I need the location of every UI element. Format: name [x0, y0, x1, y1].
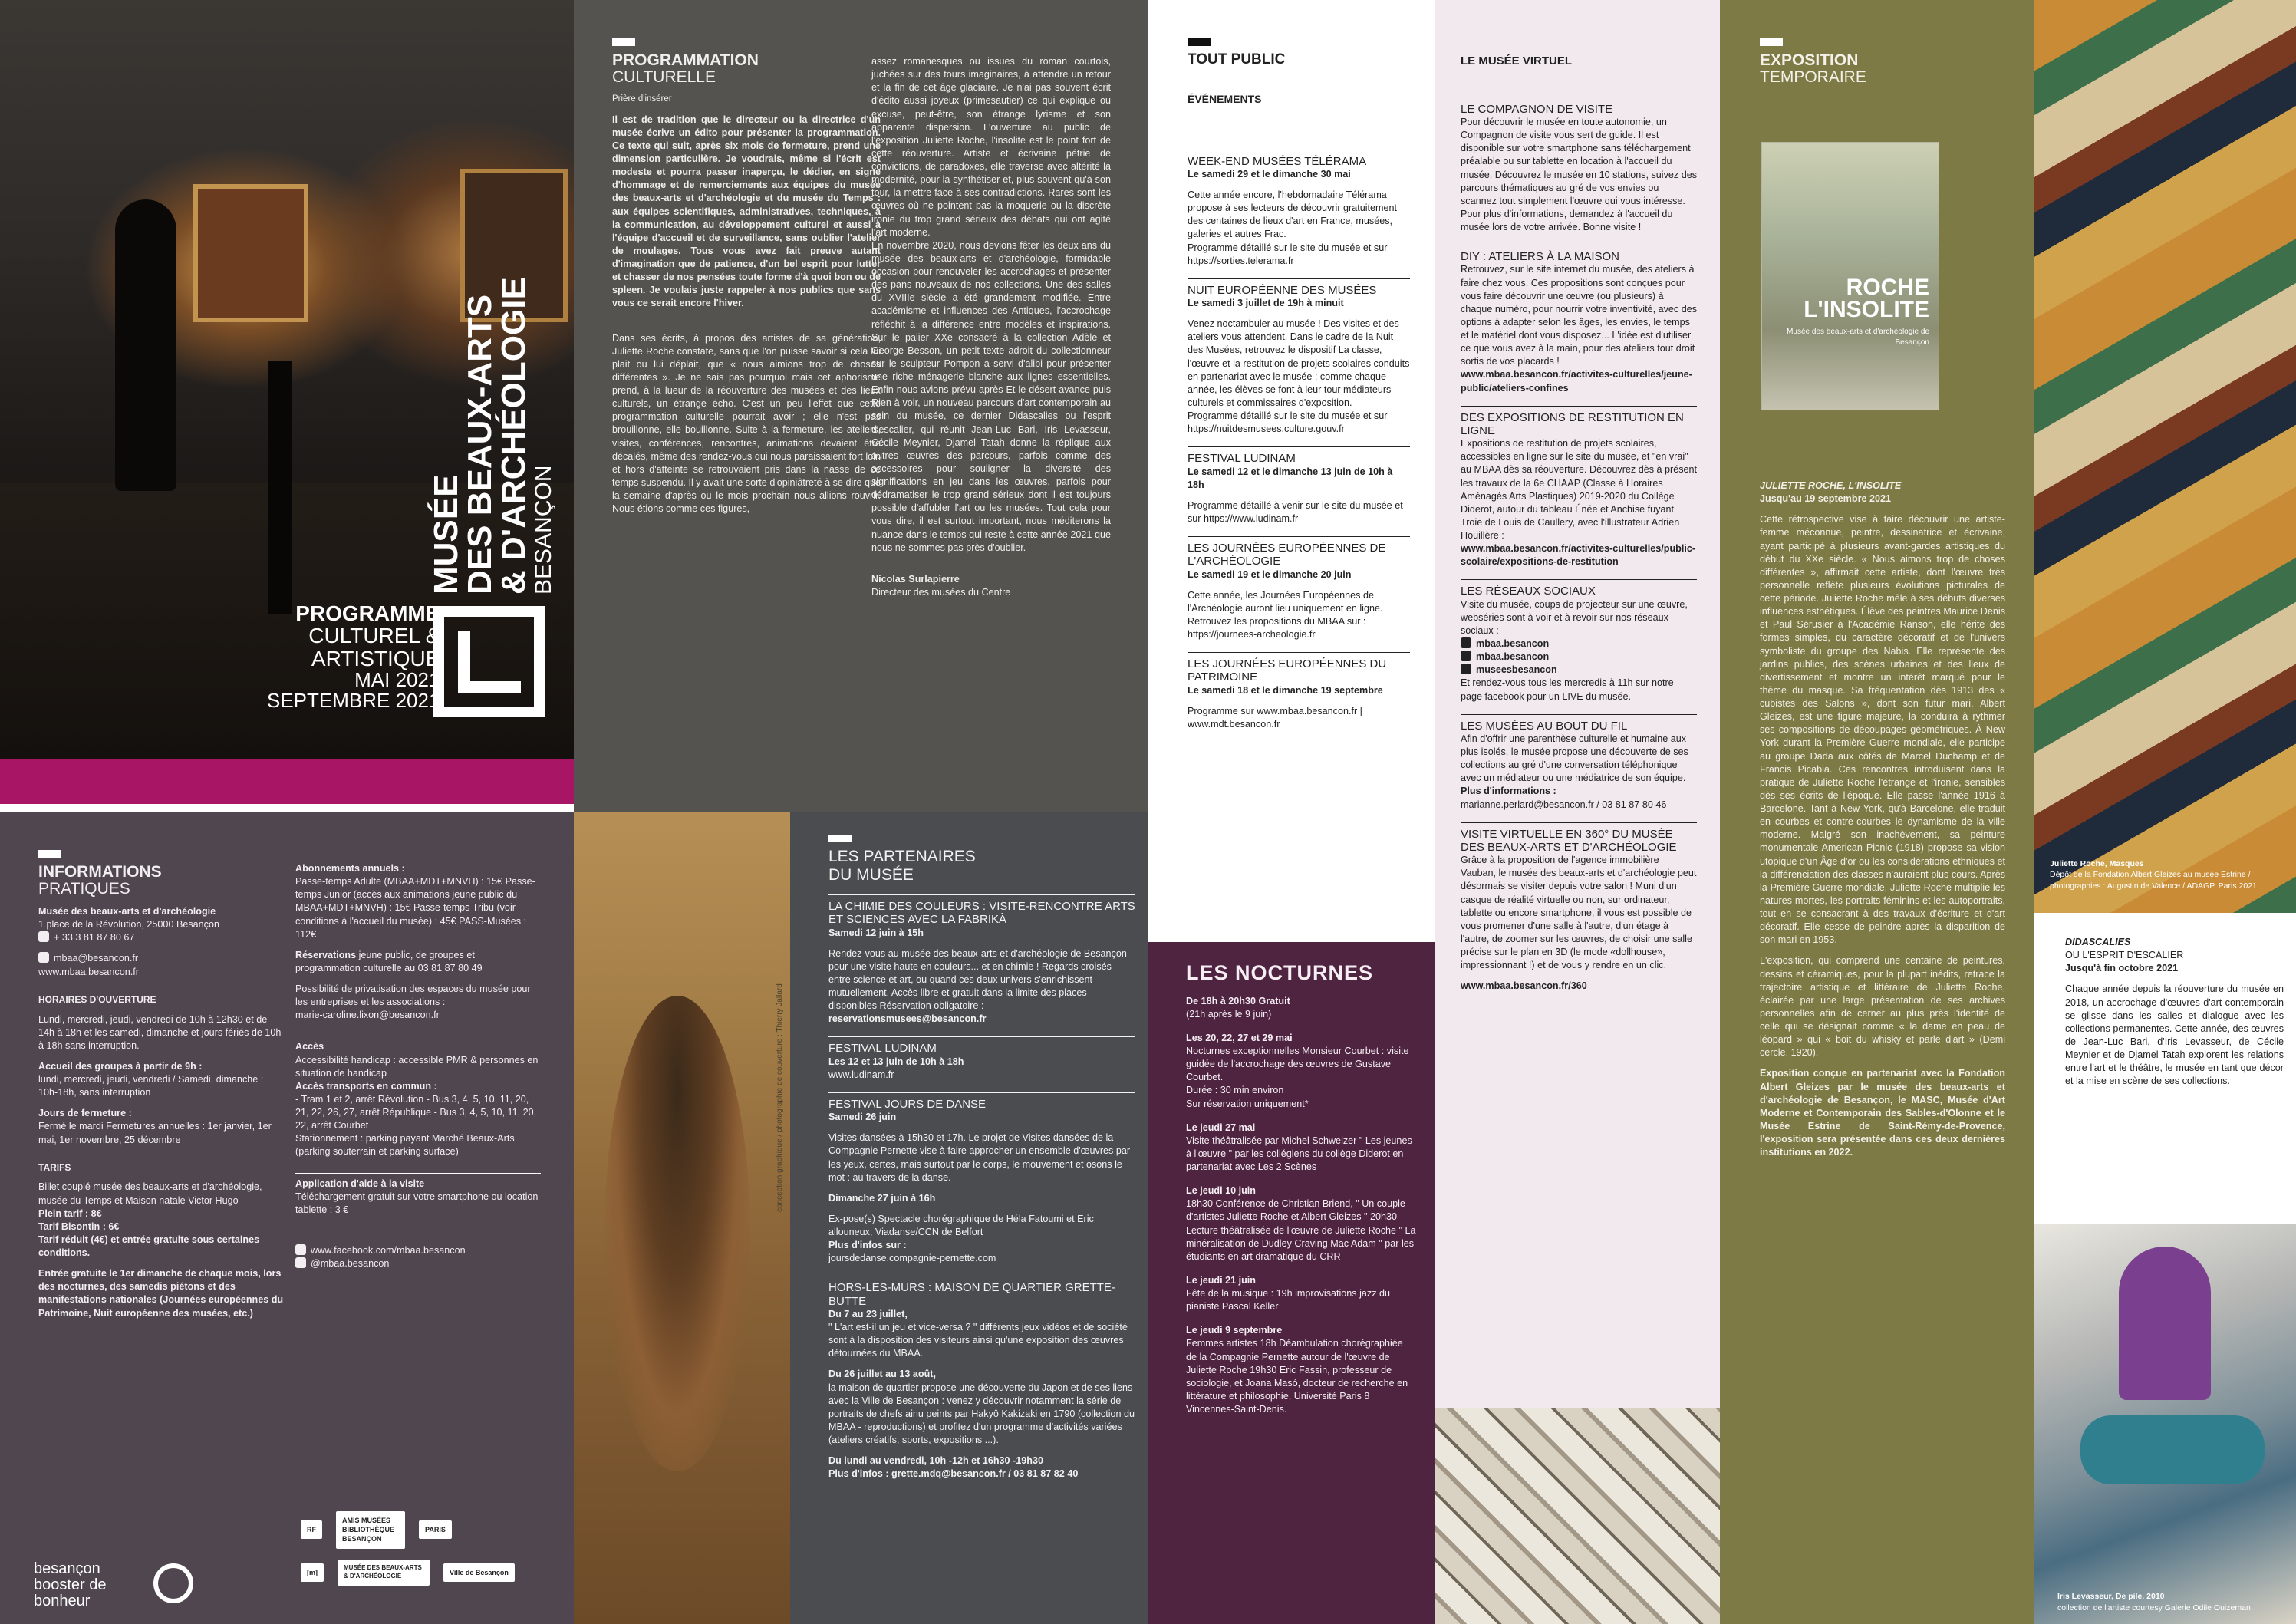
subscriptions-text: Passe-temps Adulte (MBAA+MDT+MNVH) : 15€ Passe-temps Junior (accès aux animations jeune public du MBAA+MDT+MNVH) : 15€ Passe-temps Tribu (voir conditions à l'accueil du musée) : 45€ PASS-Musées : 112€ — [295, 876, 535, 940]
sub-link: www.mbaa.besancon.fr/activites-culturelles/public-scolaire/expositions-de-restitution — [1461, 543, 1696, 568]
nocturnes-panel — [1148, 942, 1435, 1624]
section-title: LE MUSÉE VIRTUEL — [1461, 54, 1573, 68]
nocturne-text: Fête de la musique : 19h improvisations jazz du pianiste Pascal Keller — [1186, 1288, 1391, 1313]
sub-text: Retrouvez, sur le site internet du musée, des ateliers à faire chez vous. Ces propositions sont conçues pour vous faire découvrir une œuvre (ou plusieurs) à chaque numéro, pour nourrir votre inventivité, avec des options à adapter selon les âges, les envies, le temps et le matériel dont vous disposez... L'idée est d'utiliser ce que vous avez à la main, pour des ateliers tout droit sortis de vos placards ! — [1461, 264, 1698, 367]
section-bar — [1188, 38, 1211, 46]
priere-label: Prière d'insérer — [612, 94, 672, 104]
instagram-icon — [295, 1257, 306, 1268]
event-date: Le samedi 19 et le dimanche 20 juin — [1188, 568, 1352, 580]
dida-date: Jusqu'à fin octobre 2021 — [2065, 963, 2179, 974]
nocturne-date: Le jeudi 27 mai — [1186, 1122, 1256, 1133]
price-local: Tarif Bisontin : 6€ — [38, 1220, 120, 1232]
nocturne-date: Le jeudi 21 juin — [1186, 1274, 1256, 1286]
partner-info: Plus d'infos sur : — [828, 1240, 907, 1251]
ainu-chief-figure — [604, 996, 750, 1471]
partner-text: " L'art est-il un jeu et vice-versa ? " différents jeux vidéos et de société sont à la disposition des visiteurs ainsi qu'une exposition des œuvres détournées du MBAA. — [828, 1322, 1128, 1359]
dida-subtitle: OU L'ESPRIT D'ESCALIER — [2065, 950, 2184, 961]
section-subtitle: PRATIQUES — [38, 880, 130, 898]
section-subtitle: TEMPORAIRE — [1760, 68, 1866, 87]
subscriptions-title: Abonnements annuels : — [295, 858, 541, 875]
partner-date: Dimanche 27 juin à 16h — [828, 1192, 936, 1204]
sub-title: DES EXPOSITIONS DE RESTITUTION EN LIGNE — [1461, 406, 1697, 438]
nocturne-duration: Durée : 30 min environ — [1186, 1085, 1284, 1096]
partner-info: Plus d'infos : grette.mdq@besancon.fr / 03 81 87 82 40 — [828, 1468, 1079, 1480]
partenaires-panel — [790, 812, 1148, 1624]
expo-text: Cette rétrospective vise à faire découvrir une artiste-femme méconnue, peintre, dessinatrice et écrivaine, ayant participé à plusieurs avant-gardes artistiques du début du XXe siècle. « Nous aimons trop de choses différentes », affirmait cette artiste, dont l'œuvre très personnelle reflète plusieurs évolutions picturales de cette période. Juliette Roche mêle à ses débuts diverses influences esthétiques. Élève des peintres Maurice Denis et Paul Sérusier à l'Académie Ranson, elle hérite des formes simples, du caractère décoratif et de l'univers symboliste du groupe des Nabis. Elle représente des jardins publics, des scènes urbaines et des lieux de divertissement et montre un intérêt marqué pour le thème du masque. Sa fréquentation dès 1913 des « cubistes des Salons », dont son futur mari, Albert Gleizes, est une figure majeure, la conduira à rythmer ses compositions de découpages géométriques. À New York durant la Première Guerre mondiale, elle participe au groupe Dada aux côtés de Marcel Duchamp et de Francis Picabia. Ces rencontres introduisent dans la pratique de Juliette Roche l'étrange et l'ironie, sensibles dès ses écrits de l'époque. Elle passe l'année 1916 à Barcelone. Tant à New York, qu'à Barcelone, elle traduit en courbes et contre-courbes le dynamisme de la ville moderne. Malgré son inachèvement, sa peinture monumentale American Picnic (1918) propose sa vision utopique d'un Âge d'or ou les considérations ethniques et la différenciation des classes n'auraient plus cours. Après la Première Guerre mondiale, Juliette Roche multiplie les natures mortes, les portraits féminins et les autoportraits, tout en se consacrant à des travaux d'écriture et d'art décoratif. Elle cesse de peindre après la disparition de son mari en 1953. — [1760, 514, 2005, 946]
facebook-handle: mbaa.besancon — [1476, 638, 1550, 649]
painted-figure — [2119, 1247, 2211, 1400]
partner-link: www.ludinam.fr — [828, 1069, 894, 1080]
event-text: Cette année encore, l'hebdomadaire Télérama propose à ses lecteurs de découvrir gratuitement des centaines de lieux d'art en France, musées, galeries et autres Frac. — [1188, 189, 1398, 240]
instagram-link: @mbaa.besancon — [311, 1258, 390, 1269]
transport-title: Accès transports en commun : — [295, 1080, 437, 1092]
edito-body: Dans ses écrits, à propos des artistes de sa génération, Juliette Roche constate, sans que l'on puisse savoir si cela lui plait ou lui déplait, que « nous aimions trop de choses différentes ». Je ne sais pas pourquoi mais cet aphorisme prend, à la lueur de la réouverture des musées et des lieux culturels, un étrange écho. C'est un peu l'effet que cette programmation culturelle pourrait avoir ; elle n'est pas brouillonne, elle bouillonne. Suite à la fermeture, les ateliers, visites, conférences, rencontres, animations devaient être décalés, même des rendez-vous qui nous paraissaient fort loin et hors d'atteinte se retrouvaient pris dans la nasse de ce temps suspendu. Il y avait une sorte d'opiniâtreté à se dire que la semaine d'après ou le mois prochain nous allions rouvrir. Nous étions comme ces figures, — [612, 332, 881, 515]
edito-body: En novembre 2020, nous devions fêter les deux ans du musée des beaux-arts et d'archéologie, formidable occasion pour renouveler les accrochages et présenter des pans nouveaux de nos collections. Une des salles du XVIIIe siècle a été grandement modifiée. Entre académisme et influences des Antiques, l'accrochage réfléchit à la différence entre modèles et inspirations. Sur le palier XXe consacré à la collection Adèle et George Besson, un petit texte adroit du collectionneur sur le sculpteur Pompon a servi d'alibi pour présenter une riche ménagerie blanche aux lignes essentielles. Enfin nous avions prévu après Et le désert avance puis Rien à voir, un nouveau parcours d'art contemporain au sein du musée, ce dernier Didascalies ou l'esprit d'escalier, qui réunit Jean-Luc Bari, Iris Levasseur, Cécile Meynier, Djamel Tatah donne la réplique aux autres œuvres des parcours, parfois comme des accessoires pour souligner la diversité des significations en jeu dans les œuvres, parfois pour dédramatiser le trop grand sérieux dont il est toujours possible d'affubler l'art ou les musées. Tout cela pour vous dire, il est surtout important, nous méditerons la nuance dans le temps qui reste à cette année 2021 que nous ne sommes pas près d'oublier. — [871, 239, 1111, 553]
price-reduced: Tarif réduit (4€) et entrée gratuite sous certaines conditions. — [38, 1234, 260, 1259]
painted-figure — [2080, 1415, 2265, 1484]
section-title: LES NOCTURNES — [1186, 961, 1374, 984]
gallery-painting — [193, 184, 308, 322]
signature-role: Directeur des musées du Centre — [871, 586, 1011, 598]
partner-date: Samedi 26 juin — [828, 1112, 897, 1123]
transport-lines: - Tram 1 et 2, arrêt Révolution - Bus 3, 4, 5, 10, 11, 20, 21, 22, 26, 27, arrêt République - Bus 3, 4, 5, 10, 11, 20, 22, arrêt Courbet — [295, 1093, 537, 1132]
partner-title: LA CHIMIE DES COULEURS : VISITE-RENCONTRE ARTS ET SCIENCES AVEC LA FABRIKÀ — [828, 894, 1135, 927]
phone: + 33 3 81 87 80 67 — [54, 932, 135, 944]
sub-title: VISITE VIRTUELLE EN 360° DU MUSÉE DES BEAUX-ARTS ET D'ARCHÉOLOGIE — [1461, 822, 1697, 855]
section-bar — [1760, 38, 1783, 46]
partner-logos — [301, 1511, 452, 1549]
event-text: Cette année, les Journées Européennes de l'Archéologie auront lieu uniquement en ligne. Retrouvez les propositions du MBAA sur : https://journees-archeologie.fr — [1188, 589, 1383, 640]
partner-logos — [301, 1560, 515, 1586]
sub-link: www.mbaa.besancon.fr/360 — [1461, 980, 1587, 992]
partner-text: Rendez-vous au musée des beaux-arts et d'archéologie de Besançon pour une visite haute en couleurs... et en chimie ! Regards croisés entre science et art, ou quand ces deux univers s'enrichissent mutuellement. Accès libre et gratuit dans la limite des places disponibles Réservation obligatoire : — [828, 947, 1127, 1012]
youtube-handle: museesbesancon — [1476, 664, 1557, 676]
partner-text: la maison de quartier propose une découverte du Japon et de ses liens avec la Ville de Besançon : venez y découvrir notamment la série de portraits de chefs ainu peints par Hakyô Kakizaki en 1790 (collection du MBAA - reproductions) et profitez d'un programme d'activités variées (ateliers créatifs, sports, expositions ...). — [828, 1382, 1135, 1446]
facebook-icon — [295, 1244, 306, 1255]
hours-text: Lundi, mercredi, jeudi, vendredi de 10h à 12h30 et de 14h à 18h et les samedi, dimanche et jours fériés de 10h à 18h sans interruption. — [38, 1013, 282, 1051]
partner-link: joursdedanse.compagnie-pernette.com — [828, 1253, 996, 1264]
instagram-icon — [1461, 651, 1471, 661]
partner-date: Du 26 juillet au 13 août, — [828, 1369, 936, 1380]
section-bar — [38, 850, 61, 858]
hours-title: HORAIRES D'OUVERTURE — [38, 990, 284, 1006]
m-logo: [m] — [301, 1563, 324, 1582]
virtual-tour-image — [1435, 1408, 1720, 1624]
phone-icon — [38, 931, 49, 942]
besancon-b-icon — [153, 1563, 193, 1603]
museum-name-vertical: MUSÉE DES BEAUX-ARTS & D'ARCHÉOLOGIE BESANÇON — [427, 277, 556, 595]
magenta-band — [0, 759, 574, 804]
nocturne-booking: Sur réservation uniquement* — [1186, 1098, 1309, 1109]
partner-text: Visites dansées à 15h30 et 17h. Le projet de Visites dansées de la Compagnie Pernette vise à faire approcher un ensemble d'œuvres par les yeux, certes, mais surtout par le corps, le mouvement et osons le mot : au travers de la danse. — [828, 1132, 1131, 1183]
address-name: Musée des beaux-arts et d'archéologie — [38, 906, 216, 917]
sub-text: Pour découvrir le musée en toute autonomie, un Compagnon de visite vous sert de guide. Il est disponible sur votre smartphone sans téléchargement préalable ou sur tablette en location à l'accueil du musée. Découvrez le musée en 10 stations, suivez des parcours thématiques au gré de vos envies ou scannez tout simplement l'œuvre qui vous intéresse. Pour plus d'informations, demandez à l'accueil du musée lors de votre arrivée. Bonne visite ! — [1461, 117, 1698, 232]
cover-title: PROGRAMME CULTUREL & ARTISTIQUE MAI 2021 SEPTEMBRE 2021 — [267, 601, 440, 713]
mbaa-logo: MUSÉE DES BEAUX-ARTS & D'ARCHÉOLOGIE — [338, 1560, 430, 1586]
sub-title: LE COMPAGNON DE VISITE — [1461, 102, 1613, 116]
section-title: PROGRAMMATION — [612, 51, 759, 69]
facebook-icon — [1461, 637, 1471, 648]
event-link: Programme détaillé sur le site du musée et sur https://nuitdesmusees.culture.gouv.fr — [1188, 410, 1388, 435]
edito-intro: Il est de tradition que le directeur ou la directrice d'un musée écrive un édito pour présenter la programmation. Ce texte qui suit, après six mois de fermeture, prend une dimension particulière. Je voudrais, même si l'écrit est modeste et pourra passer inaperçu, le dédier, en signe d'hommage et de remerciements aux équipes du musée des beaux-arts et d'archéologie et du musée du Temps : aux équipes scientifiques, administratives, techniques, à la communication, au développement culturel et aussi à l'équipe d'accueil et de surveillance, sans oublier l'atelier de moulages. Tous vous avez fait preuve autant d'imagination que de patience, d'un bel esprit pour lutter et chasser de nos pensées toute forme d'à quoi bon ou de spleen. Je voulais juste rappeler à nos publics que sans vous ce serait encore l'hiver. — [612, 114, 881, 309]
event-link: Programme détaillé sur le site du musée et sur https://sorties.telerama.fr — [1188, 242, 1388, 266]
sub-contact: marianne.perlard@besancon.fr / 03 81 87 80 46 — [1461, 799, 1667, 810]
design-credit: conception graphique / photographie de couverture : Thierry Jallard — [776, 983, 784, 1212]
event-date: Le samedi 29 et le dimanche 30 mai — [1188, 168, 1351, 180]
didascalies-panel — [2034, 913, 2296, 1224]
event-date: Le samedi 3 juillet de 19h à minuit — [1188, 298, 1344, 308]
nocturne-date: Le jeudi 10 juin — [1186, 1185, 1256, 1197]
museum-logo-icon — [433, 606, 545, 717]
sub-title: LES MUSÉES AU BOUT DU FIL — [1461, 714, 1697, 733]
sub-text: Grâce à la proposition de l'agence immobilière Vauban, le musée des beaux-arts et d'archéologie peut désormais se visiter depuis votre salon ! Muni d'un casque de réalité virtuelle ou non, sur ordinateur, tablette ou encore smartphone, il vous est possible de vous promener d'une salle à l'autre, d'un étage à l'autre, de zoomer sur les œuvres, de choisir une salle précise sur le plan en 3D (le mode «dollhouse», impressionnant !) et de vous y rendre en un clic. — [1461, 855, 1697, 971]
sub-info: Plus d'informations : — [1461, 786, 1556, 797]
sub-title: DIY : ATELIERS À LA MAISON — [1461, 245, 1697, 263]
nocturne-text: Femmes artistes 18h Déambulation chorégraphiée de la Compagnie Pernette autour de l'œuvre de Juliette Roche 19h30 Eric Fassin, professeur de sociologie, et Joana Masó, docteur de recherche en littérature et philosophie, Université Paris 8 Vincennes-Saint-Denis. — [1186, 1338, 1408, 1415]
nocturne-text: Nocturnes exceptionnelles Monsieur Courbet : visite guidée de l'accrochage des œuvres de Gustave Courbet. — [1186, 1046, 1409, 1083]
ministry-logo: RF — [301, 1520, 322, 1539]
access-text: Accessibilité handicap : accessible PMR & personnes en situation de handicap — [295, 1054, 539, 1079]
free-entry: Entrée gratuite le 1er dimanche de chaque mois, lors des nocturnes, des samedis piétons et des manifestations nationales (Journées européennes du Patrimoine, Nuit européenne des musées, etc.) — [38, 1268, 284, 1319]
event-text: Programme détaillé à venir sur le site du musée et sur https://www.ludinam.fr — [1188, 499, 1403, 524]
event-text: Programme sur www.mbaa.besancon.fr | www.mdt.besancon.fr — [1188, 705, 1362, 730]
groups-title: Accueil des groupes à partir de 9h : — [38, 1060, 203, 1072]
event-date: Le samedi 12 et le dimanche 13 juin de 10h à 18h — [1188, 466, 1393, 490]
dida-text: Chaque année depuis la réouverture du musée en 2018, un accrochage d'œuvres d'art contemporain se glisse dans les salles et dialogue avec les collections permanentes. Cette année, des œuvres de Jean-Luc Bari, d'Iris Levasseur, de Cécile Meynier et de Djamel Tatah explorent les relations entre l'art et le théâtre, le musée en tant que décor et la mise en scène de ses collections. — [2065, 983, 2284, 1087]
painting-caption: Juliette Roche, Masques — [2050, 859, 2144, 869]
painting-caption: Iris Levasseur, De pile, 2010 — [2057, 1592, 2165, 1602]
prices-text: Billet couplé musée des beaux-arts et d'archéologie, musée du Temps et Maison natale Victor Hugo — [38, 1181, 262, 1206]
partner-title: FESTIVAL JOURS DE DANSE — [828, 1092, 1135, 1111]
section-subtitle: DU MUSÉE — [828, 866, 914, 884]
access-title: Accès — [295, 1036, 541, 1053]
expo-date: Jusqu'au 19 septembre 2021 — [1760, 493, 1891, 505]
edito-body: assez romanesques ou issues du roman courtois, juchées sur des tours imaginaires, à attendre un retour et la fin de cet âge glaciaire. Je n'ai pas souvent écrit d'édito aussi joyeux (primesautier) ce qui explique ou excuse, peut-être, son étrange lyrisme et son apparente dispersion. L'ouverture au public de l'exposition Juliette Roche, l'insolite est le point fort de cette réouverture. Artiste et écrivaine pétrie de convictions, de paradoxes, elle traverse avec altérité la modernité, pour la synthétiser et, plus souvent qu'à son tour, la mettre face à ses contradictions. Rares sont les œuvres où ne pointent pas la moquerie ou la discrète ironie du trop grand sérieux des débats qui ont agité l'art moderne. — [871, 56, 1111, 238]
besancon-slogan: besançon booster de bonheur — [34, 1560, 107, 1609]
mail-icon — [38, 952, 49, 963]
app-text: Téléchargement gratuit sur votre smartphone ou location tablette : 3 € — [295, 1191, 539, 1215]
groups-text: lundi, mercredi, jeudi, vendredi / Samedi, dimanche : 10h-18h, sans interruption — [38, 1074, 264, 1099]
painting-credit: collection de l'artiste courtesy Galerie Odile Ouizeman — [2057, 1603, 2251, 1612]
event-date: Le samedi 18 et le dimanche 19 septembre — [1188, 684, 1383, 696]
sub-text: Et rendez-vous tous les mercredis à 11h sur notre page facebook pour un LIVE du musée. — [1461, 677, 1674, 702]
privatisation-text: Possibilité de privatisation des espaces du musée pour les entreprises et les associations : — [295, 983, 531, 1008]
musee-virtuel-panel — [1435, 0, 1720, 1408]
dida-title: DIDASCALIES — [2065, 937, 2131, 947]
nocturne-text: 18h30 Conférence de Christian Briend, " Un couple d'artistes Juliette Roche et Albert Gleizes " 20h30 Lecture théâtralisée de l'œuvre de Juliette Roche " La minéralisation de Dudley Craving Mac Adam " par les étudiants en art dramatique du CRR — [1186, 1198, 1416, 1262]
event-title: FESTIVAL LUDINAM — [1188, 446, 1410, 465]
paris-logo: PARIS — [419, 1520, 452, 1539]
closing-text: Fermé le mardi Fermetures annuelles : 1er janvier, 1er mai, 1er novembre, 25 décembre — [38, 1121, 272, 1145]
partner-date: Les 12 et 13 juin de 10h à 18h — [828, 1056, 964, 1067]
section-title: EXPOSITION — [1760, 51, 1859, 69]
reservations-title: Réservations — [295, 949, 357, 960]
section-title: TOUT PUBLIC — [1188, 51, 1286, 68]
partner-title: HORS-LES-MURS : MAISON DE QUARTIER GRETTE-BUTTE — [828, 1276, 1135, 1308]
informations-panel — [0, 812, 574, 1624]
event-title: LES JOURNÉES EUROPÉENNES DU PATRIMOINE — [1188, 652, 1410, 684]
visitor-silhouette — [115, 199, 176, 491]
poster-title: ROCHE L'INSOLITE — [1804, 275, 1929, 322]
expo-partners: Exposition conçue en partenariat avec la Fondation Albert Gleizes par le musée des beaux-arts et d'archéologie de Besançon, le MASC, Musée d'Art Moderne et Contemporain des Sables-d'Olonne et le Musée Estrine de Saint-Rémy-de-Provence, l'exposition sera présentée dans ces deux dernières institutions en 2022. — [1760, 1068, 2005, 1158]
events-heading: ÉVÉNEMENTS — [1188, 92, 1262, 105]
sub-text: Afin d'offrir une parenthèse culturelle et humaine aux plus isolés, le musée propose une découverte de ses collections au gré d'une conversation téléphonique avec un médiateur ou une médiatrice de son équipe. — [1461, 733, 1688, 784]
partner-date: Samedi 12 juin à 15h — [828, 927, 924, 938]
sub-text: Visite du musée, coups de projecteur sur une œuvre, webséries sont à voir et à revoir sur nos réseaux sociaux : — [1461, 598, 1688, 636]
reservations-text: jeune public, de groupes et programmation culturelle au 03 81 87 80 49 — [295, 949, 483, 973]
sub-title: LES RÉSEAUX SOCIAUX — [1461, 579, 1697, 598]
event-title: LES JOURNÉES EUROPÉENNES DE L'ARCHÉOLOGIE — [1188, 536, 1410, 568]
lectern — [268, 361, 292, 614]
japanese-portrait-painting — [574, 812, 790, 1624]
email: mbaa@besancon.fr — [54, 953, 139, 964]
sub-link: www.mbaa.besancon.fr/activites-culturelles/jeune-public/ateliers-confines — [1461, 369, 1692, 394]
section-title: INFORMATIONS — [38, 863, 162, 881]
app-title: Application d'aide à la visite — [295, 1173, 541, 1191]
poster-subtitle: Musée des beaux-arts et d'archéologie de Besançon — [1787, 328, 1929, 347]
event-text: Venez noctambuler au musée ! Des visites et des ateliers vous attendent. Dans le cadre de la Nuit des Musées, retrouvez le dispositif La classe, l'œuvre et la restitution de projets scolaires conduits en partenariat avec le musée : comme chaque année, les élèves se font à leur tour médiateurs culturels et commissaires d'exposition. — [1188, 318, 1410, 408]
expo-title: JULIETTE ROCHE, L'INSOLITE — [1760, 480, 1902, 491]
section-title: LES PARTENAIRES — [828, 848, 976, 865]
website: www.mbaa.besancon.fr — [38, 966, 139, 977]
instagram-handle: mbaa.besancon — [1476, 651, 1550, 663]
nocturnes-hours: De 18h à 20h30 Gratuit — [1186, 995, 1290, 1006]
nocturne-text: Visite théâtralisée par Michel Schweizer " Les jeunes à l'œuvre " par les collégiens du collège Diderot en partenariat avec Les 2 Scènes — [1186, 1135, 1412, 1173]
youtube-icon — [1461, 664, 1471, 674]
event-title: WEEK-END MUSÉES TÉLÉRAMA — [1188, 150, 1410, 168]
cover-gallery-photo — [0, 0, 574, 759]
amis-logo: AMIS MUSÉES BIBLIOTHÈQUE BESANÇON — [336, 1511, 405, 1549]
partner-text: Ex-pose(s) Spectacle chorégraphique de Héla Fatoumi et Eric allouneux, Viadanse/CCN de Belfort — [828, 1213, 1094, 1238]
juliette-roche-masques-painting — [2034, 0, 2296, 913]
besancon-logo: Ville de Besançon — [443, 1563, 515, 1582]
partner-hours: Du lundi au vendredi, 10h -12h et 16h30 -19h30 — [828, 1455, 1043, 1467]
programmation-panel — [574, 0, 1148, 812]
prices-title: TARIFS — [38, 1158, 284, 1174]
section-subtitle: CULTURELLE — [612, 68, 716, 87]
iris-levasseur-painting — [2034, 1224, 2296, 1624]
nocturne-date: Les 20, 22, 27 et 29 mai — [1186, 1032, 1293, 1043]
partner-date: Du 7 au 23 juillet, — [828, 1308, 908, 1319]
parking-text: Stationnement : parking payant Marché Beaux-Arts (parking souterrain et parking surface) — [295, 1133, 515, 1158]
sub-text: Expositions de restitution de projets scolaires, accessibles en ligne sur le site du musée, et "en vrai" au MBAA dès sa réouverture. Découvrez dès à présent les travaux de la 6e CHAAP (Classe à Horaires Aménagés Arts Plastiques) 2019-2020 du Collège Diderot, autour du tableau Énée et Anchise fuyant Troie de Louis de Caullery, avec l'illustrateur Adrien Houillère : — [1461, 438, 1698, 541]
section-bar — [828, 835, 852, 842]
tout-public-panel — [1148, 0, 1435, 942]
section-bar — [612, 38, 635, 46]
signature: Nicolas Surlapierre — [871, 573, 960, 585]
partner-title: FESTIVAL LUDINAM — [828, 1036, 1135, 1055]
facebook-link: www.facebook.com/mbaa.besancon — [311, 1244, 466, 1256]
nocturne-date: Le jeudi 9 septembre — [1186, 1325, 1283, 1336]
price-full: Plein tarif : 8€ — [38, 1207, 102, 1219]
expo-text: L'exposition, qui comprend une centaine de peintures, dessins et céramiques, pour la plupart inédits, retrace la trajectoire artistique et littéraire de Juliette Roche, éclairée par une large présentation de ses archives personnelles afin de cerner au plus près l'identité de celle qui se désignait comme « la dame en peau de léopard » qui « boit du whisky et parle d'art » (Demi cercle, 1920). — [1760, 955, 2005, 1059]
expo-poster-image — [1761, 142, 1939, 410]
partner-link: reservationsmusees@besancon.fr — [828, 1013, 987, 1025]
painting-credit: Dépôt de la Fondation Albert Gleizes au musée Estrine / photographies : Augustin de Valence / ADAGP, Paris 2021 — [2050, 870, 2257, 891]
privatisation-email: marie-caroline.lixon@besancon.fr — [295, 1010, 440, 1021]
address: 1 place de la Révolution, 25000 Besançon — [38, 919, 219, 931]
closing-title: Jours de fermeture : — [38, 1108, 132, 1119]
nocturnes-note: (21h après le 9 juin) — [1186, 1008, 1272, 1020]
event-title: NUIT EUROPÉENNE DES MUSÉES — [1188, 278, 1410, 297]
